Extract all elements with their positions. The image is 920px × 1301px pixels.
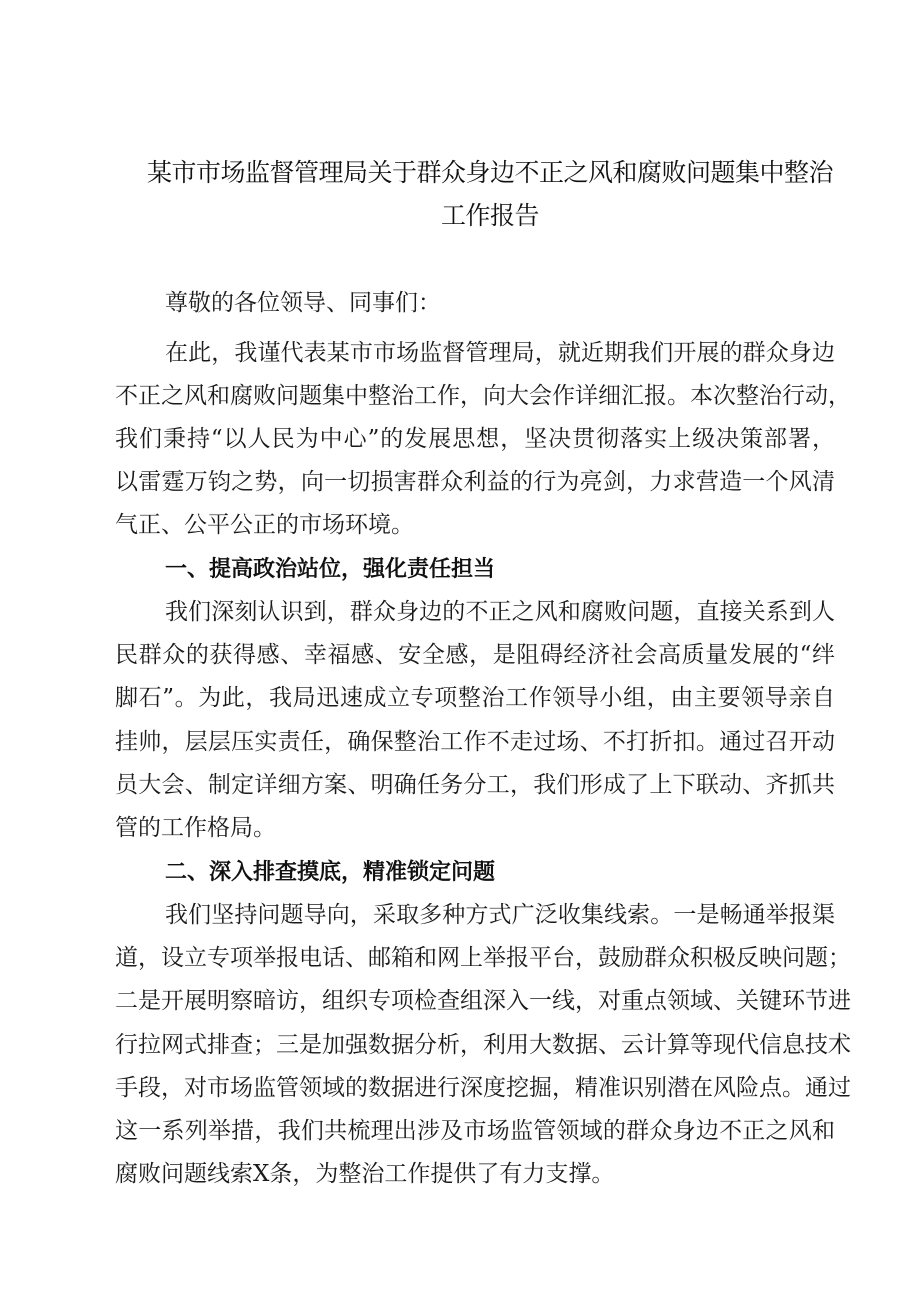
section-1-heading: 一、提高政治站位，强化责任担当 [165, 557, 496, 582]
section-2-line: 手段，对市场监管领域的数据进行深度挖掘，精准识别潜在风险点。通过 [115, 1075, 851, 1101]
section-2-line: 二是开展明察暗访，组织专项检查组深入一线，对重点领域、关键环节进 [115, 988, 851, 1014]
section-1-line: 脚石”。为此，我局迅速成立专项整治工作领导小组，由主要领导亲自 [115, 685, 835, 711]
section-2-line: 我们坚持问题导向，采取多种方式广泛收集线索。一是畅通举报渠 [165, 902, 835, 928]
section-2-line: 行拉网式排查；三是加强数据分析，利用大数据、云计算等现代信息技术 [115, 1032, 851, 1058]
salutation: 尊敬的各位领导、同事们： [165, 290, 441, 316]
intro-line: 以雷霆万钧之势，向一切损害群众利益的行为亮剑，力求营造一个风清 [115, 469, 835, 495]
intro-line: 气正、公平公正的市场环境。 [115, 512, 414, 538]
document-title-line-1: 某市市场监督管理局关于群众身边不正之风和腐败问题集中整治 [146, 158, 833, 187]
document-title-line-2: 工作报告 [440, 201, 539, 230]
section-2-line: 腐败问题线索X条，为整治工作提供了有力支撑。 [115, 1161, 615, 1187]
intro-line: 我们秉持“以人民为中心”的发展思想，坚决贯彻落实上级决策部署， [115, 426, 835, 452]
intro-line: 在此，我谨代表某市市场监督管理局，就近期我们开展的群众身边 [165, 340, 835, 366]
section-1-line: 挂帅，层层压实责任，确保整治工作不走过场、不打折扣。通过召开动 [115, 729, 835, 755]
intro-line: 不正之风和腐败问题集中整治工作，向大会作详细汇报。本次整治行动， [115, 383, 851, 409]
section-1-line: 员大会、制定详细方案、明确任务分工，我们形成了上下联动、齐抓共 [115, 772, 835, 798]
section-1-line: 我们深刻认识到，群众身边的不正之风和腐败问题，直接关系到人 [165, 599, 835, 625]
section-2-line: 道，设立专项举报电话、邮箱和网上举报平台，鼓励群众积极反映问题； [115, 945, 851, 971]
section-1-line: 民群众的获得感、幸福感、安全感，是阻碍经济社会高质量发展的“绊 [115, 642, 835, 668]
section-2-heading: 二、深入排查摸底，精准锁定问题 [165, 860, 496, 885]
section-2-line: 这一系列举措，我们共梳理出涉及市场监管领域的群众身边不正之风和 [115, 1118, 835, 1144]
section-1-line: 管的工作格局。 [115, 815, 276, 841]
